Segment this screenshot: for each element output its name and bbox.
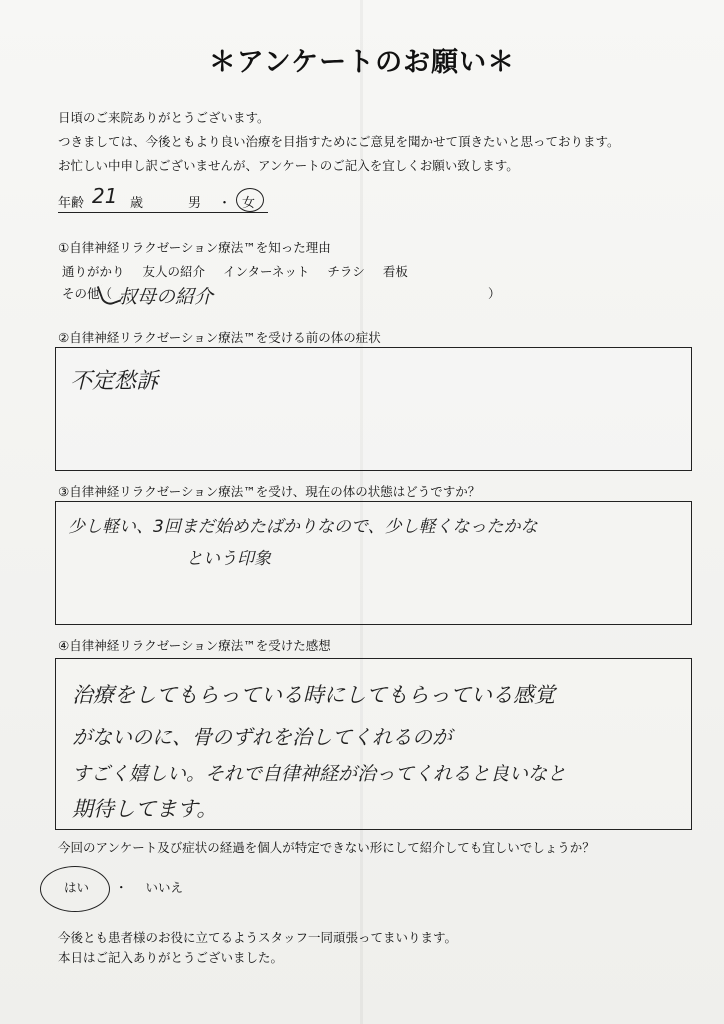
- consent-question: 今回のアンケート及び症状の経過を個人が特定できない形にして紹介しても宜しいでしょうか？: [58, 840, 595, 855]
- age-unit: 歳: [130, 196, 144, 211]
- q1-options: [62, 262, 422, 280]
- q1-option-internet[interactable]: インターネット: [223, 264, 310, 279]
- q4-answer-line: がないのに、骨のずれを治してくれるのが: [72, 725, 452, 749]
- consent-options: [64, 878, 183, 896]
- age-label: 年齢: [58, 196, 85, 211]
- closing-line: 今後とも患者様のお役に立てるようスタッフ一同頑張ってまいります。: [58, 930, 458, 945]
- intro-line: つきましては、今後ともより良い治療を目指すためにご意見を聞かせて頂きたいと思っております。: [58, 134, 620, 149]
- q1-other-value[interactable]: 叔母の紹介: [118, 286, 214, 308]
- age-value[interactable]: 21: [92, 184, 118, 208]
- q1-option-flyer[interactable]: チラシ: [327, 264, 365, 279]
- profile-row: [58, 184, 268, 213]
- q2-answer: 不定愁訴: [70, 369, 159, 394]
- q4-answer-line: 期待してます。: [72, 797, 218, 821]
- gender-male[interactable]: 男: [188, 196, 202, 211]
- intro-line: 日頃のご来院ありがとうございます。: [58, 110, 270, 125]
- q4-answer-line: 治療をしてもらっている時にしてもらっている感覚: [72, 683, 555, 707]
- q3-answer-line: 少し軽い、3回まだ始めたばかりなので、少し軽くなったかな: [68, 517, 538, 537]
- closing-text: [58, 928, 457, 968]
- closing-line: 本日はご記入ありがとうございました。: [58, 950, 284, 965]
- q1-label: ①自律神経リラクゼーション療法™を知った理由: [58, 240, 331, 255]
- consent-no[interactable]: いいえ: [145, 880, 184, 895]
- gender-female[interactable]: 女: [242, 196, 256, 211]
- q1-other-label: その他（: [62, 286, 113, 301]
- intro-text: [58, 106, 698, 178]
- q4-label: ④自律神経リラクゼーション療法™を受けた感想: [58, 638, 331, 653]
- q2-label: ②自律神経リラクゼーション療法™を受ける前の体の症状: [58, 330, 381, 345]
- q4-answer-line: すごく嬉しい。それで自律神経が治ってくれると良いなと: [72, 763, 567, 785]
- q1-option-sign[interactable]: 看板: [382, 264, 408, 279]
- q4-answer-box[interactable]: [55, 658, 692, 830]
- q1-option-friend[interactable]: 友人の紹介: [142, 264, 206, 279]
- consent-separator: ・: [115, 880, 128, 895]
- page-title: ＊アンケートのお願い＊: [208, 47, 516, 78]
- consent-yes[interactable]: はい: [64, 880, 90, 895]
- intro-line: お忙しい中申し訳ございませんが、アンケートのご記入を宜しくお願い致します。: [58, 158, 519, 173]
- q3-answer-line: という印象: [186, 549, 271, 569]
- gender-separator: ・: [218, 196, 232, 211]
- q2-answer-box[interactable]: [55, 347, 692, 471]
- q1-option-passing[interactable]: 通りがかり: [62, 264, 125, 279]
- q3-answer-box[interactable]: [55, 501, 692, 625]
- female-selected-circle: [236, 188, 264, 212]
- q1-other-close: ）: [488, 286, 501, 301]
- q3-label: ③自律神経リラクゼーション療法™を受け、現在の体の状態はどうですか？: [58, 484, 481, 499]
